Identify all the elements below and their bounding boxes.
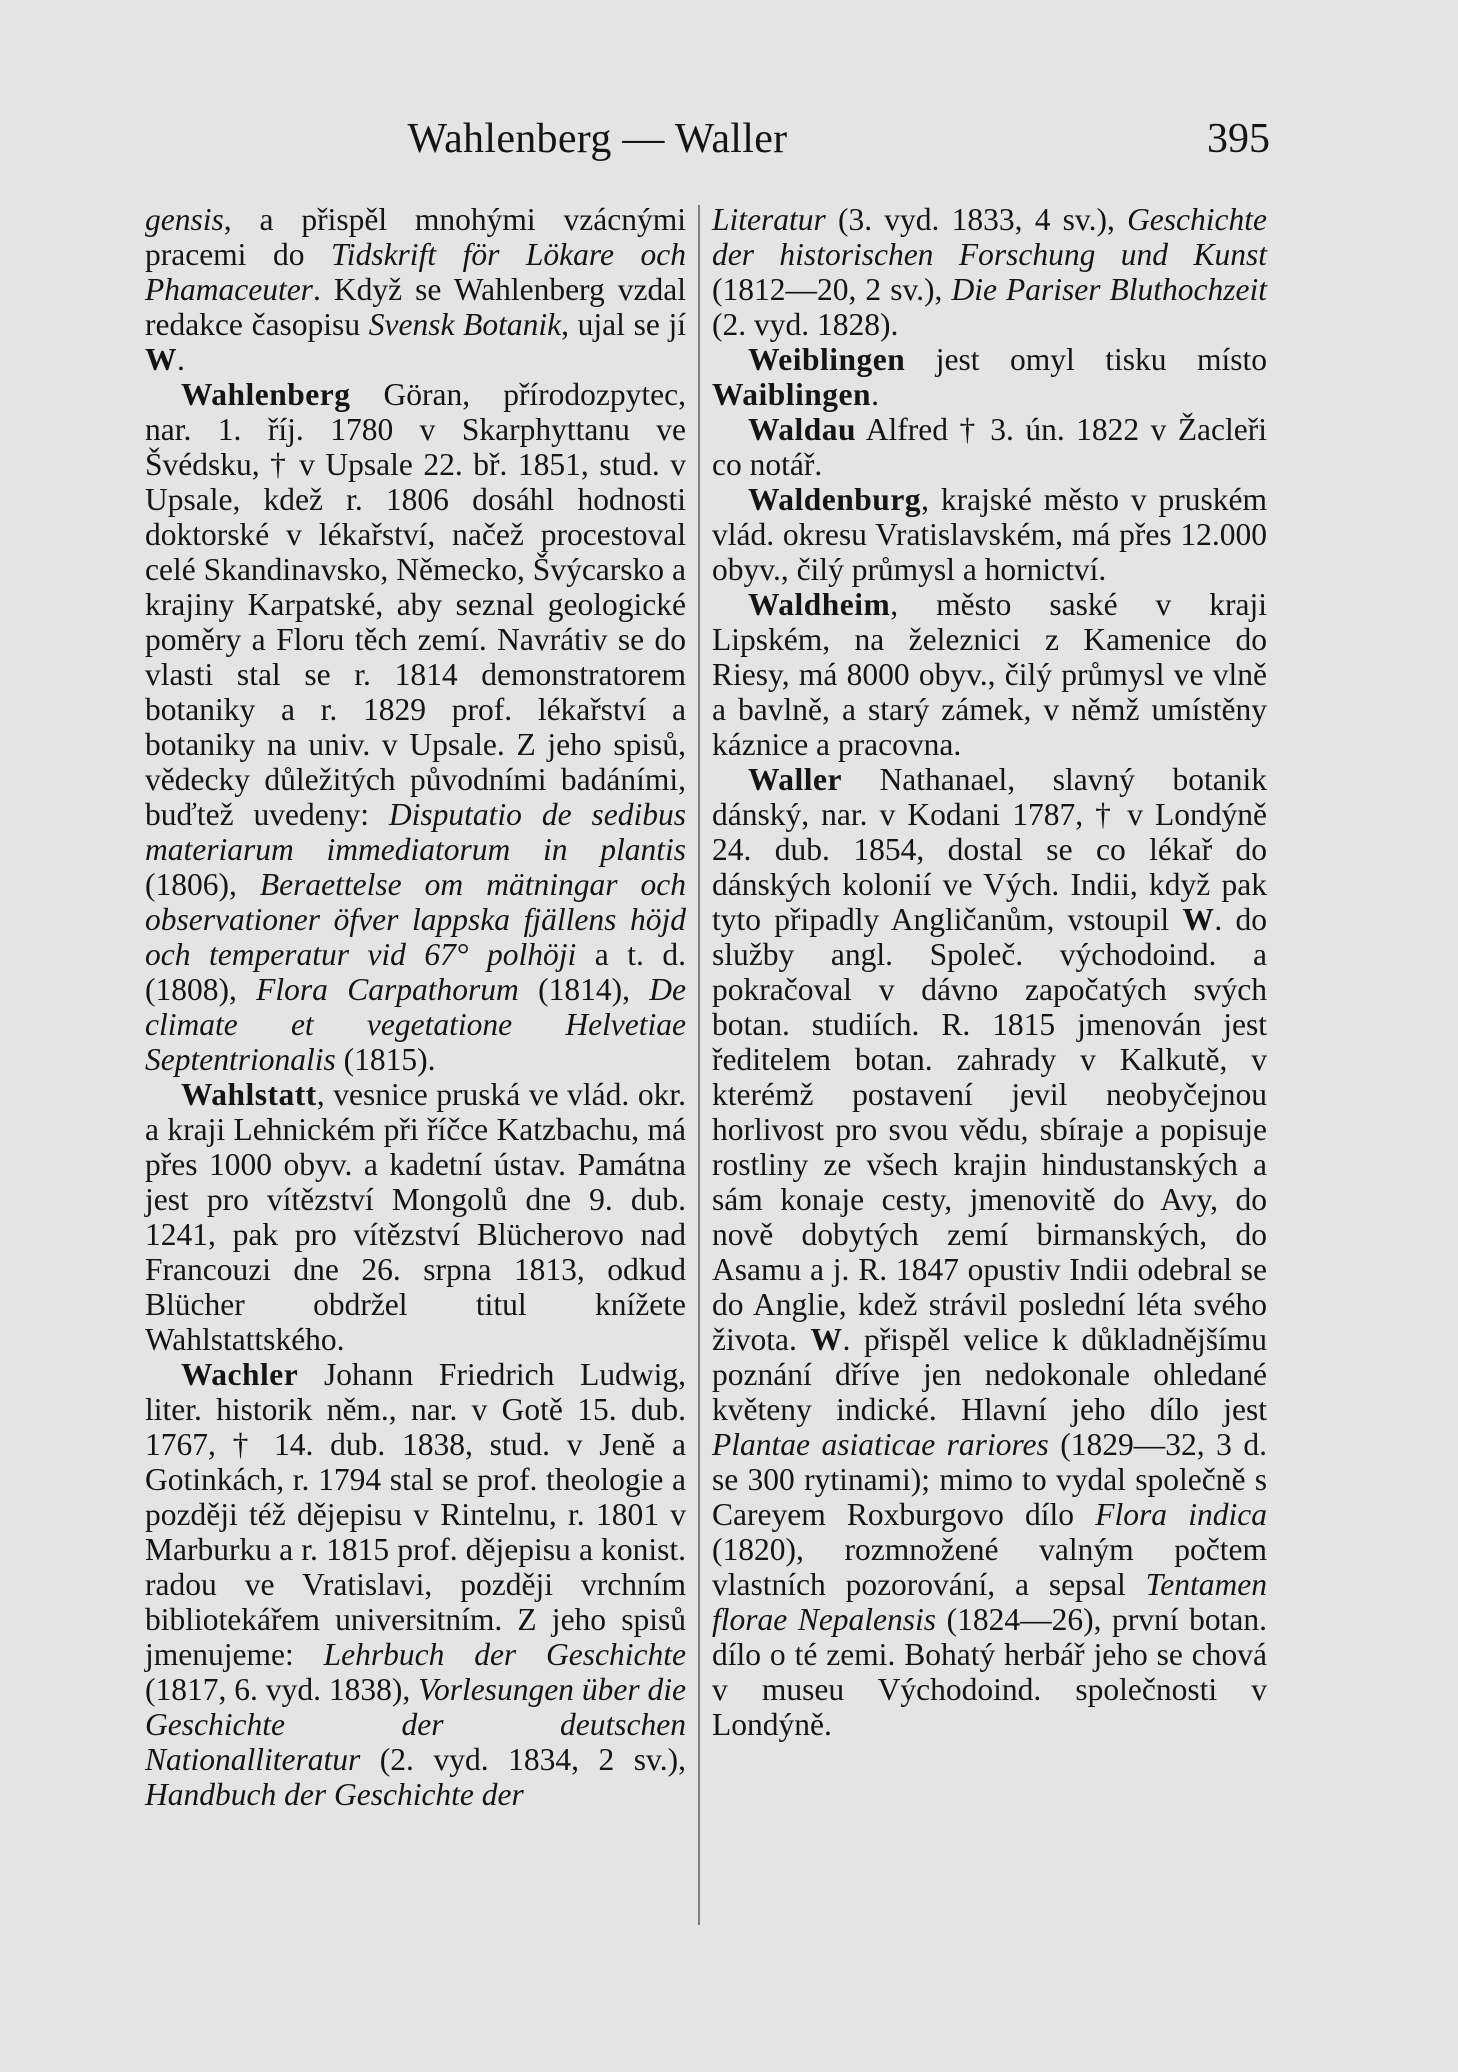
italic-title: Tentamen florae Nepalensis <box>712 1567 1267 1637</box>
entry-text: a t. d. (1808), <box>145 937 686 1007</box>
italic-title: Flora indica <box>1095 1497 1267 1532</box>
page-header <box>0 115 1270 175</box>
entry-text: , vesnice pruská ve vlád. okr. a kraji Lehnickém při říčce Katzbachu, má přes 1000 obyv. a kadetní ústav. Památna jest pro vítězství Mongolů dne 9. dub. 1241, pak pro vítězství Blücherovo nad Francouzi dne 26. srpna 1813, odkud Blücher obdržel titul knížete Wahlstattského. <box>145 1077 686 1357</box>
entry-text: (1815). <box>335 1042 436 1077</box>
italic-title: Flora Carpathorum <box>256 972 519 1007</box>
italic-title: Tidskrift för Lökare och Phamaceuter <box>145 237 687 307</box>
entry-text: (3. vyd. 1833, 4 sv.), <box>825 202 1128 237</box>
entry-continuation <box>145 202 686 377</box>
italic-title: Vorlesungen über die Geschichte der deutschen Nationalliteratur <box>145 1672 686 1777</box>
headword: Waldenburg <box>748 482 922 517</box>
entry-text: . přispěl velice k důkladnějšímu poznání dříve jen nedokonale ohledané květeny indické. Hlavní jeho dílo jest <box>712 1322 1267 1427</box>
entry-text: . <box>177 342 185 377</box>
entry-text: Göran, přírodozpytec, nar. 1. říj. 1780 v Skarphyttanu ve Švédsku, † v Upsale 22. bř. 1851, stud. v Upsale, kdež r. 1806 dosáhl hodnosti doktorské v lékařství, načež procestoval celé Skandinavsko, Německo, Švýcarsko a krajiny Karpatské, aby seznal geologické poměry a Floru těch zemí. Navrátiv se do vlasti stal se r. 1814 demonstratorem botaniky a r. 1829 prof. lékařství a botaniky na univ. v Upsale. Z jeho spisů, vědecky důležitých původními badáními, buďtež uvedeny: <box>145 377 686 832</box>
headword: Waldau <box>748 412 857 447</box>
entry-text: , krajské město v pruském vlád. okresu Vratislavském, má přes 12.000 obyv., čilý průmysl a hornictví. <box>712 482 1267 587</box>
entry-text: (1817, 6. vyd. 1838), <box>145 1672 419 1707</box>
entry-text: jest omyl tisku místo <box>905 342 1267 377</box>
entry-text: Johann Friedrich Ludwig, liter. historik něm., nar. v Gotě 15. dub. 1767, † 14. dub. 1838, stud. v Jeně a Gotinkách, r. 1794 stal se prof. theologie a později též dějepisu v Rintelnu, r. 1801 v Marburku a r. 1815 prof. dějepisu a konist. radou ve Vratislavi, později vrchním bibliotekářem universitním. Z jeho spisů jmenujeme: <box>145 1357 686 1672</box>
entry-text: (1814), <box>518 972 650 1007</box>
left-column <box>145 202 686 1812</box>
headword: Wachler <box>181 1357 299 1392</box>
italic-title: De climate et vegetatione Helvetiae Septentrionalis <box>145 972 687 1077</box>
entry-text: (2. vyd. 1828). <box>712 307 899 342</box>
entry-text: , a přispěl mnohými vzácnými pracemi do <box>145 202 686 272</box>
headword: W <box>810 1322 843 1357</box>
entry-text: , ujal se jí <box>561 307 686 342</box>
italic-title: Handbuch der Geschichte der <box>145 1777 524 1812</box>
entry-wahlenberg <box>145 377 686 1077</box>
entry-text: . Když se Wahlenberg vzdal redakce časopisu <box>145 272 686 342</box>
entry-waldheim <box>712 587 1267 762</box>
headword: W <box>145 342 177 377</box>
entry-text: , město saské v kraji Lipském, na železnici z Kamenice do Riesy, má 8000 obyv., čilý průmysl ve vlně a bavlně, a starý zámek, v němž umístěny káznice a pracovna. <box>712 587 1267 762</box>
headword: Waiblingen <box>712 377 872 412</box>
entry-text: (2. vyd. 1834, 2 sv.), <box>360 1742 686 1777</box>
running-title: Wahlenberg — Waller <box>407 116 788 162</box>
entry-text: Alfred † 3. ún. 1822 v Žacleři co notář. <box>712 412 1267 482</box>
entry-text: (1820), rozmnožené valným počtem vlastních pozorování, a sepsal <box>712 1532 1267 1602</box>
italic-title: Beraettelse om mätningar och observationer öfver lappska fjällens höjd och temperatur vid 67° polhöji <box>145 867 686 972</box>
entry-wahlstatt <box>145 1077 686 1357</box>
entry-wachler <box>145 1357 686 1812</box>
italic-title: gensis <box>145 202 224 237</box>
right-column <box>712 202 1267 1742</box>
entry-waller <box>712 762 1267 1742</box>
entry-text: (1824—26), první botan. dílo o té zemi. Bohatý herbář jeho se chová v museu Východoind. společnosti v Londýně. <box>712 1602 1267 1742</box>
italic-title: Disputatio de sedibus materiarum immediatorum in plantis <box>145 797 687 867</box>
italic-title: Geschichte der historischen Forschung und Kunst <box>712 202 1267 272</box>
italic-title: Die Pariser Bluthochzeit <box>951 272 1267 307</box>
italic-title: Svensk Botanik <box>368 307 562 342</box>
entry-text: . <box>871 377 879 412</box>
entry-weiblingen <box>712 342 1267 412</box>
italic-title: Literatur <box>712 202 826 237</box>
entry-continuation <box>712 202 1267 342</box>
entry-text: . do služby angl. Společ. východoind. a pokračoval v dávno započatých svých botan. studiích. R. 1815 jmenován jest ředitelem botan. zahrady v Kalkutě, v kterémž postavení jevil neobyčejnou horlivost pro svou vědu, sbíraje a popisuje rostliny ze všech krajin hindustanských a sám konaje cesty, jmenovitě do Avy, do nově dobytých zemí birmanských, do Asamu a j. R. 1847 opustiv Indii odebral se do Anglie, kdež strávil poslední léta svého života. <box>712 902 1267 1357</box>
entry-text: (1806), <box>145 867 260 902</box>
italic-title: Lehrbuch der Geschichte <box>323 1637 686 1672</box>
italic-title: Plantae asiaticae rariores <box>712 1427 1049 1462</box>
entry-text: (1812—20, 2 sv.), <box>712 272 952 307</box>
headword: Wahlstatt <box>181 1077 317 1112</box>
entry-text: (1829—32, 3 d. se 300 rytinami); mimo to vydal společně s Careyem Roxburgovo dílo <box>712 1427 1267 1532</box>
entry-waldenburg <box>712 482 1267 587</box>
headword: Weiblingen <box>748 342 906 377</box>
headword: Waldheim <box>748 587 891 622</box>
headword: Wahlenberg <box>181 377 351 412</box>
headword: W <box>1182 902 1215 937</box>
entry-waldau <box>712 412 1267 482</box>
entry-text: Nathanael, slavný botanik dánský, nar. v Kodani 1787, † v Londýně 24. dub. 1854, dostal se co lékař do dánských kolonií ve Vých. Indii, když pak tyto připadly Angličanům, vstoupil <box>712 762 1267 937</box>
headword: Waller <box>748 762 842 797</box>
column-divider <box>698 205 700 1925</box>
page-number: 395 <box>1207 116 1270 162</box>
